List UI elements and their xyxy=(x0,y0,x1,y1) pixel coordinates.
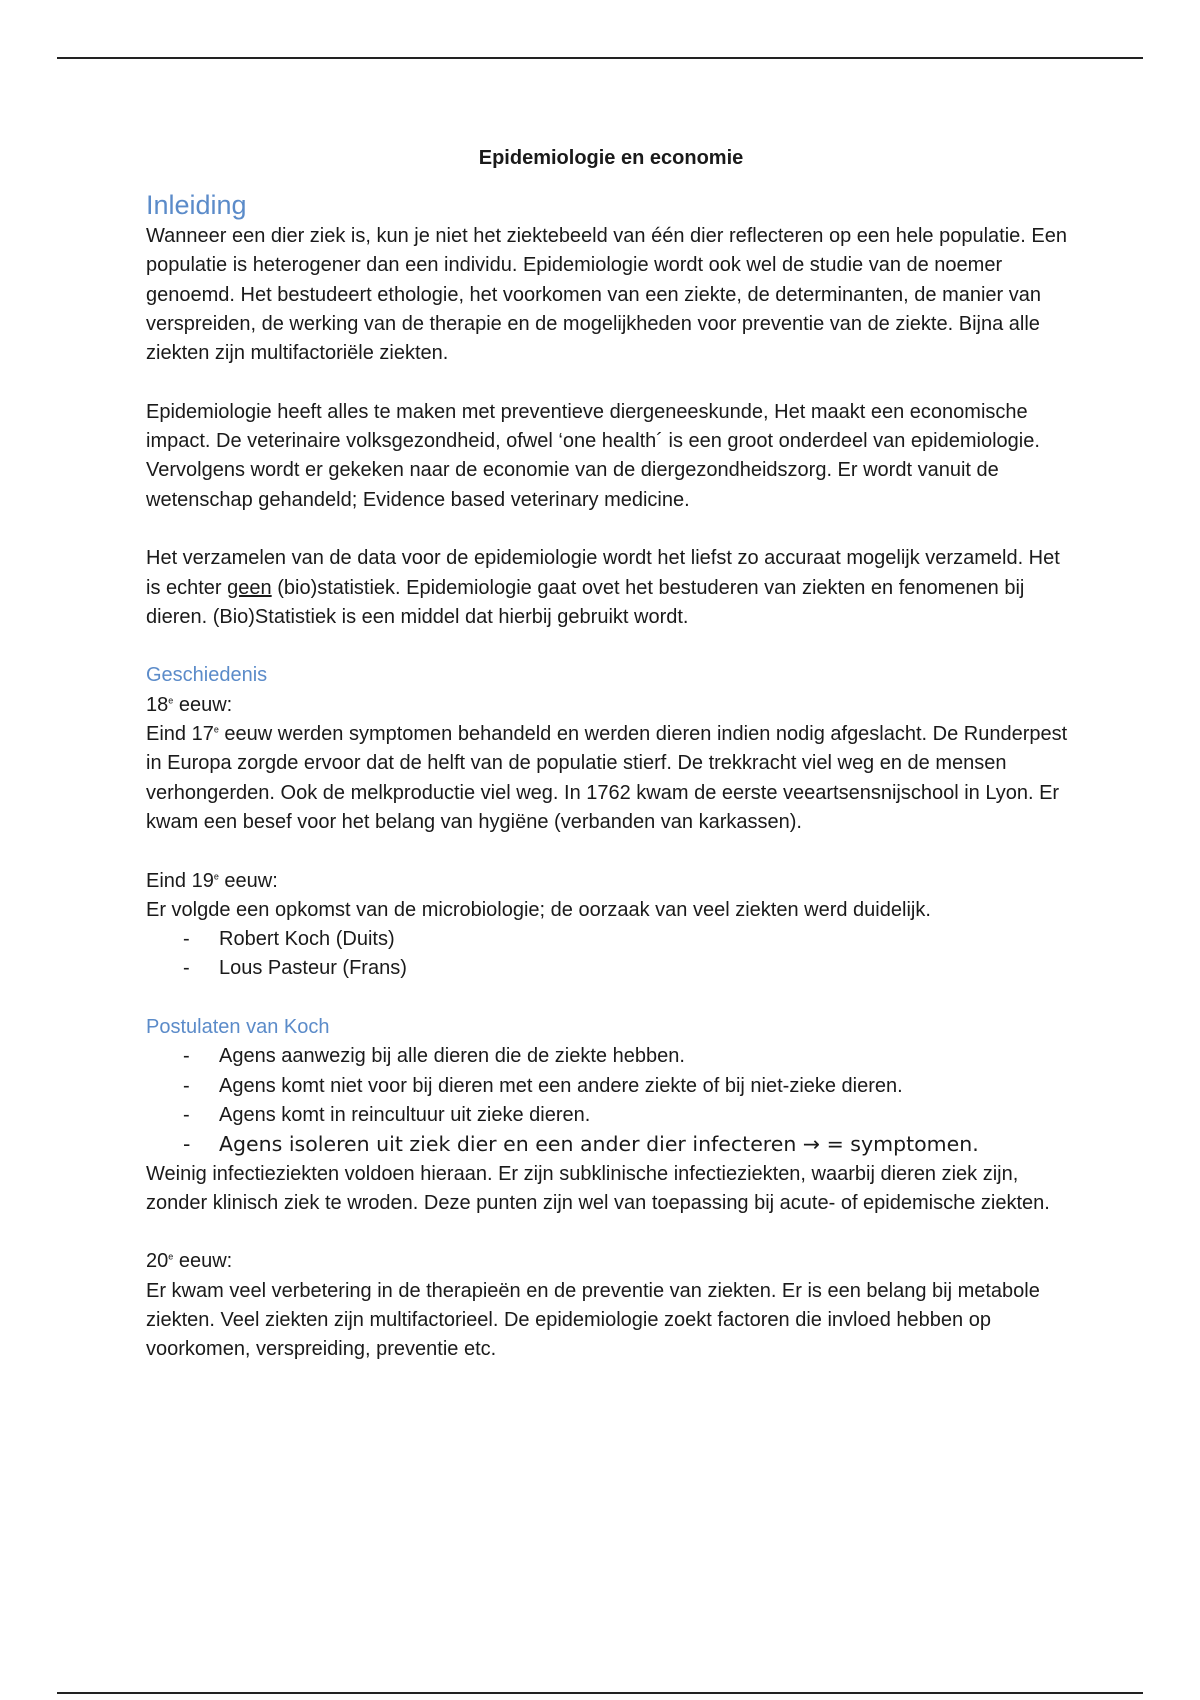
document-page xyxy=(146,140,1076,1365)
century-prefix: Eind 19 xyxy=(146,869,214,892)
paragraph-text: Het verzamelen van de data voor de epidemiologie wordt het liefst zo accuraat mogelijk verzameld. Het is echter xyxy=(146,547,1060,599)
century-label-20 xyxy=(146,1247,1076,1276)
bullet-dash: - xyxy=(183,1074,190,1097)
header-rule xyxy=(57,57,1143,59)
century-label-19 xyxy=(146,867,1076,896)
list-item-text: Agens aanwezig bij alle dieren die de ziekte hebben. xyxy=(219,1045,685,1068)
document-title: Epidemiologie en economie xyxy=(478,147,744,169)
list-item-text: Agens komt niet voor bij dieren met een andere ziekte of bij niet-zieke dieren. xyxy=(219,1074,903,1097)
bullet-dash: - xyxy=(183,928,190,951)
list-item-text: Lous Pasteur (Frans) xyxy=(219,957,407,980)
paragraph-inleiding-2: Epidemiologie heeft alles te maken met preventieve diergeneeskunde, Het maakt een economische impact. De veterinaire volksgezondheid, ofwel ‘one health´ is een groot onderdeel van epidemiologie. Vervolgens wordt er gekeken naar de economie van de diergezondheidszorg. Er wordt vanuit de wetenschap gehandeld; Evidence based veterinary medicine. xyxy=(146,400,1040,511)
century-label-18 xyxy=(146,691,1076,720)
list-item-text: Agens komt in reincultuur uit zieke dieren. xyxy=(219,1103,591,1126)
scientists-list xyxy=(146,925,1076,984)
list-item xyxy=(146,1101,1076,1130)
paragraph-inleiding-3 xyxy=(146,544,1076,632)
bullet-dash: - xyxy=(183,1103,190,1126)
list-item-text: Agens isoleren uit ziek dier en een ander dier infecteren → = symptomen. xyxy=(219,1132,979,1157)
century-suffix: eeuw: xyxy=(173,693,233,716)
underlined-word: geen xyxy=(227,576,272,599)
paragraph-text: eeuw werden symptomen behandeld en werden dieren indien nodig afgeslacht. De Runderpest in Europa zorgde ervoor dat de helft van de populatie stierf. De trekkracht viel weg en de mensen verhongerden. Ook de melkproductie viel weg. In 1762 kwam de eerste veeartsensnijschool in Lyon. Er kwam een besef voor het belang van hygiëne (verbanden van karkassen). xyxy=(146,723,1068,833)
list-item xyxy=(146,1130,1076,1159)
section-heading-postulaten: Postulaten van Koch xyxy=(146,1016,330,1039)
list-item xyxy=(146,1042,1076,1071)
section-heading-geschiedenis: Geschiedenis xyxy=(146,664,268,687)
postulaten-list xyxy=(146,1042,1076,1159)
list-item-text: Robert Koch (Duits) xyxy=(219,928,395,951)
paragraph-postulaten: Weinig infectieziekten voldoen hieraan. Er zijn subklinische infectieziekten, waarbij dieren ziek zijn, zonder klinisch ziek te wroden. Deze punten zijn wel van toepassing bij acute- of epidemische ziekten. xyxy=(146,1162,1050,1214)
section-heading-inleiding: Inleiding xyxy=(146,190,247,220)
bullet-dash: - xyxy=(183,1132,191,1157)
century-number: 18 xyxy=(146,693,169,716)
list-item xyxy=(146,954,1076,983)
superscript: e xyxy=(213,870,219,881)
footer-rule xyxy=(57,1692,1143,1694)
paragraph-inleiding-1: Wanneer een dier ziek is, kun je niet het ziektebeeld van één dier reflecteren op een hele populatie. Een populatie is heterogener dan een individu. Epidemiologie wordt ook wel de studie van de noemer genoemd. Het bestudeert ethologie, het voorkomen van een ziekte, de determinanten, de manier van verspreiden, de werking van de therapie en de mogelijkheden voor preventie van de ziekte. Bijna alle ziekten zijn multifactoriële ziekten. xyxy=(146,225,1067,365)
list-item xyxy=(146,1072,1076,1101)
bullet-dash: - xyxy=(183,957,190,980)
century-number: 20 xyxy=(146,1250,169,1273)
list-item xyxy=(146,925,1076,954)
paragraph-eind-19: Er volgde een opkomst van de microbiologie; de oorzaak van veel ziekten werd duidelijk. xyxy=(146,898,931,921)
superscript: e xyxy=(168,1251,174,1262)
superscript: e xyxy=(213,724,219,735)
century-prefix: Eind 17 xyxy=(146,723,214,746)
paragraph-20e-eeuw: Er kwam veel verbetering in de therapieën en de preventie van ziekten. Er is een belang bij metabole ziekten. Veel ziekten zijn multifactorieel. De epidemiologie zoekt factoren die invloed hebben op voorkomen, verspreiding, preventie etc. xyxy=(146,1279,1040,1361)
superscript: e xyxy=(168,695,174,706)
bullet-dash: - xyxy=(183,1045,190,1068)
century-suffix: eeuw: xyxy=(218,869,278,892)
paragraph-text: (bio)statistiek. Epidemiologie gaat ovet het bestuderen van ziekten en fenomenen bij dieren. (Bio)Statistiek is een middel dat hierbij gebruikt wordt. xyxy=(146,576,1025,628)
paragraph-eind-17 xyxy=(146,720,1076,837)
century-suffix: eeuw: xyxy=(173,1250,233,1273)
